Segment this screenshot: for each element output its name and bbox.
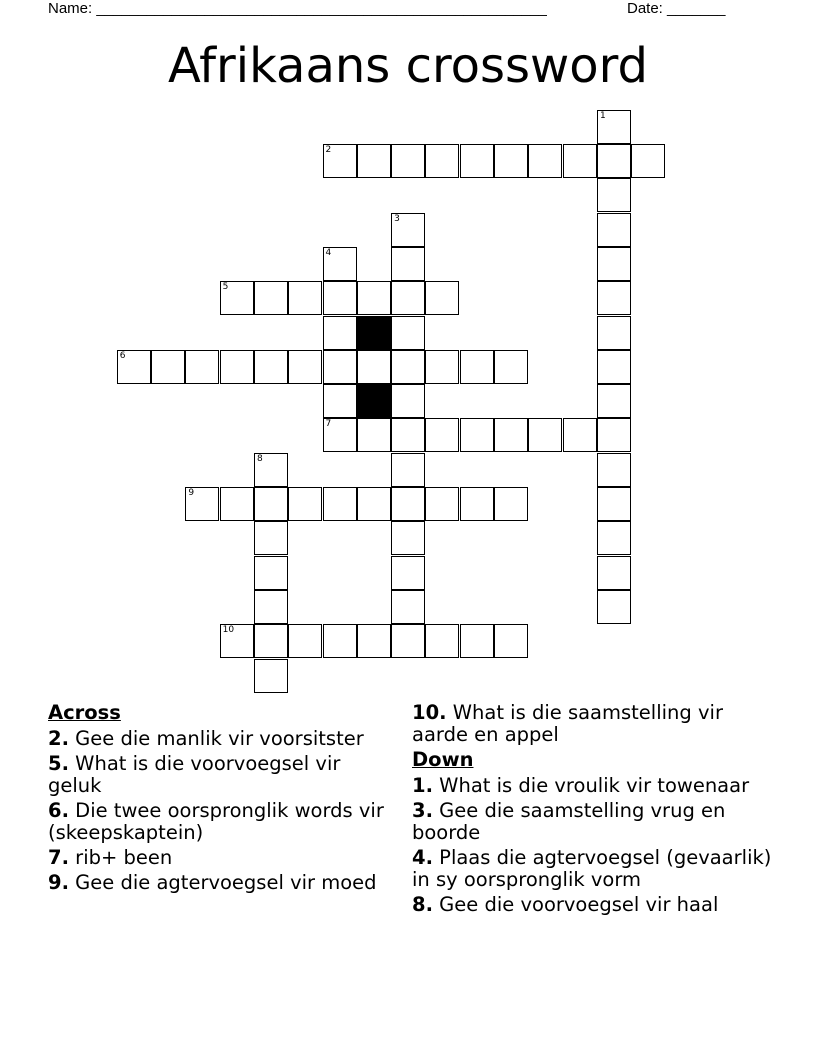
grid-cell[interactable] xyxy=(185,350,219,384)
grid-cell[interactable] xyxy=(494,350,528,384)
grid-cell[interactable] xyxy=(254,350,288,384)
clue-number: 6. xyxy=(48,799,69,822)
clue-number: 8. xyxy=(412,893,433,916)
grid-cell[interactable] xyxy=(391,247,425,281)
grid-cell[interactable] xyxy=(391,556,425,590)
grid-cell[interactable] xyxy=(597,384,631,418)
cell-number: 4 xyxy=(325,247,332,258)
cell-number: 8 xyxy=(256,453,263,464)
grid-cell[interactable] xyxy=(391,521,425,555)
grid-cell[interactable] xyxy=(323,281,357,315)
grid-cell[interactable] xyxy=(494,624,528,658)
grid-cell[interactable] xyxy=(220,281,254,315)
grid-cell[interactable] xyxy=(528,144,562,178)
cell-number: 3 xyxy=(394,213,400,224)
grid-cell[interactable] xyxy=(117,350,151,384)
grid-cell[interactable] xyxy=(597,281,631,315)
grid-cell[interactable] xyxy=(597,590,631,624)
name-field: Name: ______________________________________________________ xyxy=(48,0,547,17)
clue-number: 1. xyxy=(412,774,433,797)
grid-cell[interactable] xyxy=(597,521,631,555)
across-heading: Across xyxy=(48,701,121,724)
grid-cell[interactable] xyxy=(494,144,528,178)
grid-cell[interactable] xyxy=(391,624,425,658)
grid-cell[interactable] xyxy=(288,487,322,521)
clue-text: Gee die manlik vir voorsitster xyxy=(68,727,364,750)
grid-cell[interactable] xyxy=(357,624,391,658)
grid-cell[interactable] xyxy=(425,281,459,315)
grid-cell[interactable] xyxy=(254,590,288,624)
grid-cell[interactable] xyxy=(254,521,288,555)
clue-across-9 xyxy=(48,872,393,894)
grid-cell[interactable] xyxy=(185,487,219,521)
clue-across-10 xyxy=(412,702,782,746)
grid-cell[interactable] xyxy=(460,144,494,178)
clue-text: What is die vroulik vir towenaar xyxy=(432,774,750,797)
cell-number: 9 xyxy=(188,488,195,499)
grid-cell[interactable] xyxy=(254,487,288,521)
clue-across-5 xyxy=(48,753,393,797)
grid-cell[interactable] xyxy=(357,487,391,521)
grid-cell[interactable] xyxy=(597,316,631,350)
grid-cell[interactable] xyxy=(288,281,322,315)
date-field: Date: _______ xyxy=(627,0,726,17)
clue-across-2 xyxy=(48,728,393,750)
grid-cell[interactable] xyxy=(391,281,425,315)
grid-cell[interactable] xyxy=(323,418,357,452)
clue-down-4 xyxy=(412,847,782,891)
grid-block xyxy=(357,384,391,418)
page-title: Afrikaans crossword xyxy=(168,38,648,94)
cell-number: 5 xyxy=(222,282,229,293)
grid-cell[interactable] xyxy=(425,487,459,521)
grid-cell[interactable] xyxy=(357,144,391,178)
grid-cell[interactable] xyxy=(597,247,631,281)
clue-number: 10. xyxy=(412,701,447,724)
clue-text: What is die voorvoegsel vir geluk xyxy=(48,752,341,797)
clue-text: Gee die voorvoegsel vir haal xyxy=(432,893,719,916)
clue-number: 7. xyxy=(48,846,69,869)
clue-text: Gee die saamstelling vrug en boorde xyxy=(412,799,726,844)
grid-cell[interactable] xyxy=(254,453,288,487)
grid-cell[interactable] xyxy=(597,144,631,178)
grid-cell[interactable] xyxy=(597,556,631,590)
grid-cell[interactable] xyxy=(425,624,459,658)
grid-cell[interactable] xyxy=(597,110,631,144)
grid-cell[interactable] xyxy=(425,350,459,384)
clue-number: 4. xyxy=(412,846,433,869)
clues-right-column xyxy=(412,702,782,919)
grid-cell[interactable] xyxy=(220,487,254,521)
grid-cell[interactable] xyxy=(323,487,357,521)
grid-cell[interactable] xyxy=(460,487,494,521)
grid-cell[interactable] xyxy=(323,624,357,658)
clue-down-3 xyxy=(412,800,782,844)
grid-cell[interactable] xyxy=(288,624,322,658)
clues-left-column xyxy=(48,702,393,897)
grid-cell[interactable] xyxy=(391,350,425,384)
grid-cell[interactable] xyxy=(323,384,357,418)
clue-text: What is die saamstelling vir aarde en appel xyxy=(412,701,723,746)
grid-cell[interactable] xyxy=(563,144,597,178)
cell-number: 7 xyxy=(325,419,332,430)
grid-cell[interactable] xyxy=(597,453,631,487)
grid-cell[interactable] xyxy=(323,350,357,384)
grid-block xyxy=(357,316,391,350)
grid-cell[interactable] xyxy=(220,350,254,384)
grid-cell[interactable] xyxy=(528,418,562,452)
cell-number: 1 xyxy=(599,110,606,121)
grid-cell[interactable] xyxy=(254,281,288,315)
grid-cell[interactable] xyxy=(323,316,357,350)
grid-cell[interactable] xyxy=(597,418,631,452)
grid-cell[interactable] xyxy=(563,418,597,452)
grid-cell[interactable] xyxy=(425,418,459,452)
grid-cell[interactable] xyxy=(254,556,288,590)
clue-number: 5. xyxy=(48,752,69,775)
grid-cell[interactable] xyxy=(323,144,357,178)
grid-cell[interactable] xyxy=(391,384,425,418)
grid-cell[interactable] xyxy=(323,247,357,281)
grid-cell[interactable] xyxy=(357,281,391,315)
grid-cell[interactable] xyxy=(220,624,254,658)
clue-number: 3. xyxy=(412,799,433,822)
grid-cell[interactable] xyxy=(597,213,631,247)
grid-cell[interactable] xyxy=(151,350,185,384)
down-heading: Down xyxy=(412,748,474,771)
clue-text: Plaas die agtervoegsel (gevaarlik) in sy oorspronglik vorm xyxy=(412,846,772,891)
grid-cell[interactable] xyxy=(425,144,459,178)
clue-text: rib+ been xyxy=(68,846,173,869)
grid-cell[interactable] xyxy=(391,453,425,487)
cell-number: 6 xyxy=(119,350,126,361)
clue-text: Gee die agtervoegsel vir moed xyxy=(68,871,377,894)
grid-cell[interactable] xyxy=(391,487,425,521)
clue-number: 2. xyxy=(48,727,69,750)
cell-number: 2 xyxy=(325,145,332,156)
grid-cell[interactable] xyxy=(597,350,631,384)
grid-cell[interactable] xyxy=(460,624,494,658)
grid-cell[interactable] xyxy=(460,418,494,452)
cell-number: 10 xyxy=(222,625,235,636)
clue-across-7 xyxy=(48,847,393,869)
clue-across-6 xyxy=(48,800,393,844)
clue-text: Die twee oorspronglik words vir (skeepskaptein) xyxy=(48,799,384,844)
grid-cell[interactable] xyxy=(597,487,631,521)
grid-cell[interactable] xyxy=(357,350,391,384)
grid-cell[interactable] xyxy=(391,316,425,350)
grid-cell[interactable] xyxy=(631,144,665,178)
grid-cell[interactable] xyxy=(391,213,425,247)
grid-cell[interactable] xyxy=(460,350,494,384)
grid-cell[interactable] xyxy=(254,624,288,658)
grid-cell[interactable] xyxy=(391,144,425,178)
grid-cell[interactable] xyxy=(357,418,391,452)
grid-cell[interactable] xyxy=(254,659,288,693)
grid-cell[interactable] xyxy=(391,590,425,624)
grid-cell[interactable] xyxy=(597,178,631,212)
clue-down-1 xyxy=(412,775,782,797)
grid-cell[interactable] xyxy=(391,418,425,452)
grid-cell[interactable] xyxy=(288,350,322,384)
grid-cell[interactable] xyxy=(494,487,528,521)
clue-number: 9. xyxy=(48,871,69,894)
grid-cell[interactable] xyxy=(494,418,528,452)
clue-down-8 xyxy=(412,894,782,916)
